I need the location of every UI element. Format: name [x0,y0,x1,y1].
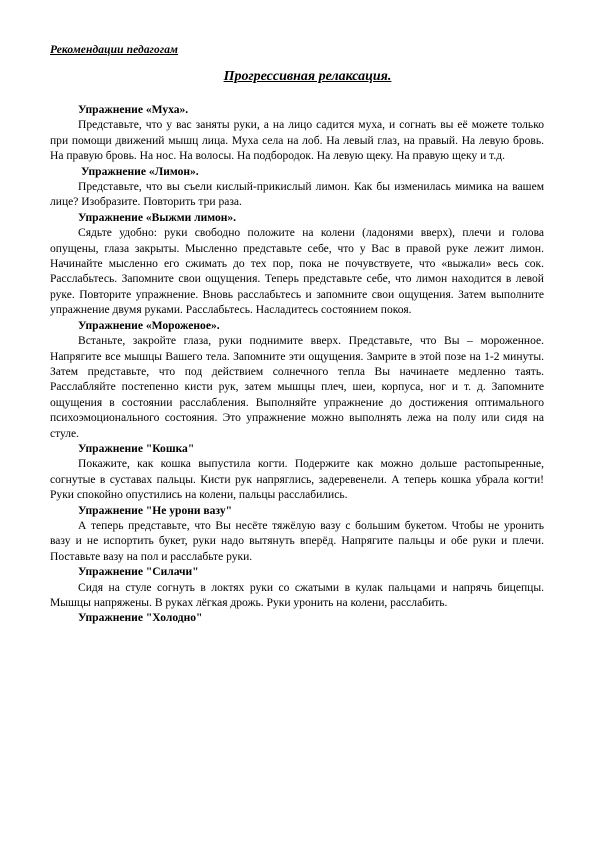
exercise-text-ne-uroni-vazu: А теперь представьте, что Вы несёте тяжёлую вазу с большим букетом. Чтобы не уронить вазу и не испортить букет, руки надо вытянуть вперёд. Напрягите пальцы и обе руки и плечи. Поставьте вазу на пол и расслабьте руки. [50,519,544,563]
exercise-text-limon: Представьте, что вы съели кислый-прикислый лимон. Как бы изменилась мимика на вашем лице? Изобразите. Повторить три раза. [50,181,544,209]
exercise-text-mukha: Представьте, что у вас заняты руки, а на лицо садится муха, и согнать вы её можете только при помощи движений мышц лица. Муха села на лоб. На левый глаз, на правый. На левую бровь. На правую бровь. На нос. На волосы. На подбородок. На левую щеку. На правую щеку и т.д. [50,119,544,163]
exercise-title-mukha: Упражнение «Муха». [78,104,189,116]
exercise-title-limon: Упражнение «Лимон». [81,165,199,178]
page-title: Прогрессивная релаксация. [223,69,392,84]
recommendation-heading: Рекомендации педагогам [50,44,179,56]
exercise-text-koshka: Покажите, как кошка выпустила когти. Подержите как можно дольше растопыренные, согнутые в суставах пальцы. Кисти рук напряглись, задеревенели. А теперь кошка убрала когти! Руки спокойно опустились на колени, пальцы расслабились. [50,458,544,502]
exercise-text-morozhenoe: Встаньте, закройте глаза, руки поднимите вверх. Представьте, что Вы – мороженное. Напрягите все мышцы Вашего тела. Запомните эти ощущения. Замрите в этой позе на 1-2 минуты. Затем представьте, что под действием солнечного тепла Вы начинаете медленно таять. Расслабляйте постепенно кисти рук, затем мышцы плеч, шеи, корпуса, ног и т. д. Запомните ощущения в состоянии расслабления. Выполняйте упражнение до достижения оптимального психоэмоционального состояния. Это упражнение можно выполнять лежа на полу или сидя на стуле. [50,335,544,440]
exercise-text-vyzhmi-limon: Сядьте удобно: руки свободно положите на колени (ладонями вверх), плечи и голова опущены, глаза закрыты. Мысленно представьте себе, что у Вас в правой руке лежит лимон. Начинайте мысленно его сжимать до тех пор, пока не почувствуете, что «выжали» весь сок. Расслабьтесь. Запомните свои ощущения. Теперь представьте себе, что лимон находится в левой руке. Повторите упражнение. Вновь расслабьтесь и запомните свои ощущения. Затем выполните упражнение двумя руками. Расслабьтесь. Насладитесь состоянием покоя. [50,227,544,317]
exercise-title-silachi: Упражнение "Силачи" [78,566,199,579]
exercise-title-holodno: Упражнение "Холодно" [78,612,203,625]
exercise-text-silachi: Сидя на стуле согнуть в локтях руки со сжатыми в кулак пальцами и напрячь бицепцы. Мышцы напряжены. В руках лёгкая дрожь. Руки уронить на колени, расслабить. [50,581,544,609]
exercise-title-ne-uroni-vazu: Упражнение "Не урони вазу" [78,504,232,517]
exercise-title-koshka: Упражнение "Кошка" [78,442,195,455]
exercise-title-morozhenoe: Упражнение «Мороженое». [78,319,220,332]
exercise-title-vyzhmi-limon: Упражнение «Выжми лимон». [78,211,237,224]
exercise-list [50,103,544,627]
